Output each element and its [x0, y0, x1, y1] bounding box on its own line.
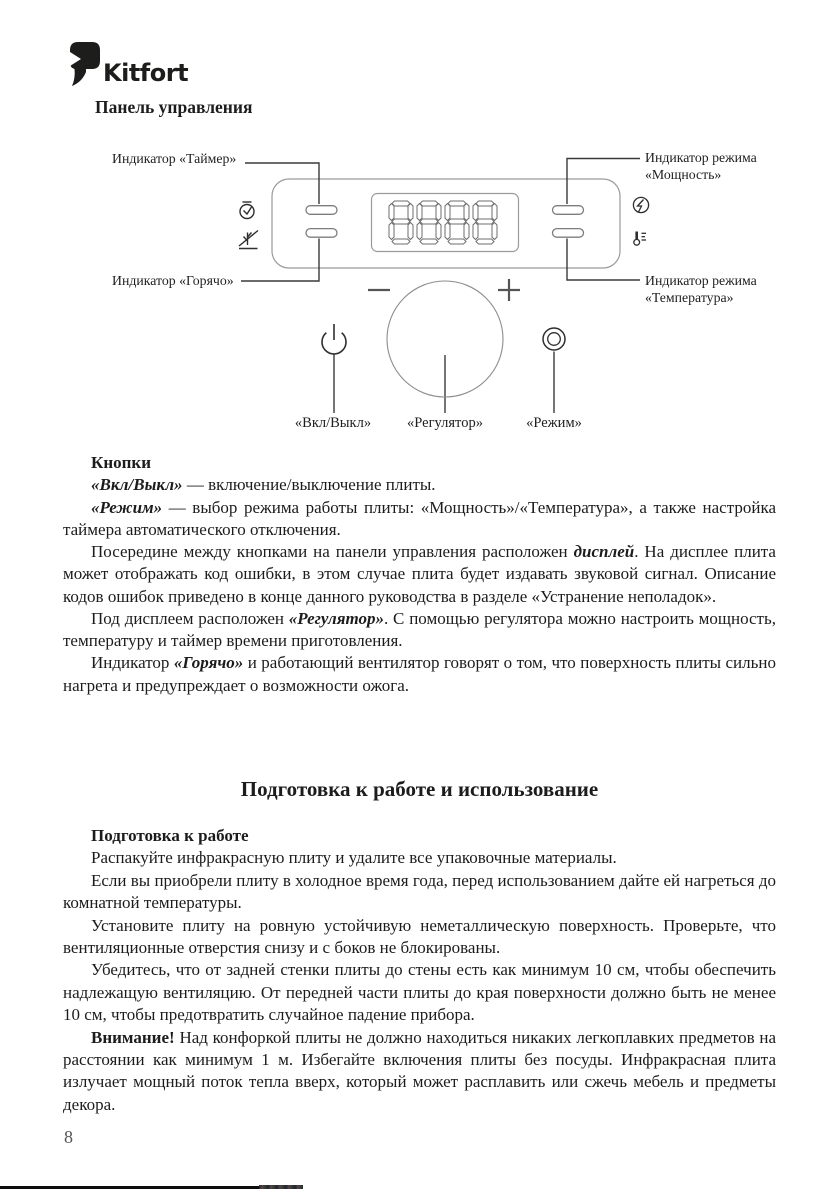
leader-lines	[241, 159, 640, 414]
temp-mode-leader-line	[567, 239, 640, 281]
usage-section-title: Подготовка к работе и использование	[240, 777, 599, 801]
timer-leader-line	[245, 163, 319, 204]
temp-mode-indicator-light	[553, 229, 584, 238]
paragraph-cold-season: Если вы приобрели плиту в холодное время года, перед использованием дайте ей нагреться до комнатной температуры.	[63, 870, 776, 913]
mode-button-icon	[543, 328, 565, 350]
kitfort-logo-icon	[68, 40, 102, 86]
paragraph-unpack: Распакуйте инфракрасную плиту и удалите все упаковочные материалы.	[91, 848, 617, 868]
on-off-button-label: «Вкл/Выкл»	[294, 415, 372, 431]
panel-section-title: Панель управления	[95, 97, 253, 117]
hot-indicator-label: Индикатор «Горячо»	[112, 273, 234, 288]
temp-mode-indicator-label: Индикатор режима «Температура»	[645, 273, 757, 305]
paragraph-surface: Установите плиту на ровную устойчивую неметаллическую поверхность. Проверьте, что вентиляционные отверстия снизу и с боков не блокированы.	[63, 915, 776, 958]
paragraph-regulator: Под дисплеем расположен «Регулятор». С помощью регулятора можно настроить мощность, температуру и таймер времени приготовления.	[63, 608, 776, 651]
hot-indicator-light	[306, 229, 337, 238]
power-mode-icon	[633, 197, 648, 212]
paragraph-on-off: «Вкл/Выкл» — включение/выключение плиты.	[91, 475, 436, 495]
regulator-label: «Регулятор»	[407, 415, 483, 431]
scan-artifact-noise	[259, 1185, 303, 1189]
power-mode-indicator-light	[553, 206, 584, 215]
kitfort-logo	[68, 38, 308, 86]
kitfort-logo-text: Kitfort	[103, 59, 189, 87]
on-off-button-icon	[322, 324, 346, 354]
power-mode-leader-line	[567, 159, 640, 205]
paragraph-display: Посередине между кнопками на панели управления расположен дисплей. На дисплее плита может отображать код ошибки, в этом случае плита будет издавать звуковой сигнал. Описание кодов ошибок приведено в конце данного руководства в разделе «Устранение неполадок».	[63, 542, 776, 606]
paragraph-hot-indicator: Индикатор «Горячо» и работающий вентилятор говорят о том, что поверхность плиты сильно нагрета и предупреждает о возможности ожога.	[63, 653, 776, 695]
power-mode-indicator-label: Индикатор режима «Мощность»	[645, 150, 757, 182]
timer-indicator-light	[306, 206, 337, 215]
paragraph-warning: Внимание! Над конфоркой плиты не должно находиться никаких легкоплавких предметов на расстоянии как минимум 1 м. Избегайте включения плиты без посуды. Инфракрасная плита излучает мощный поток тепла вверх, который может расплавить или сжечь мебель и предметы декора.	[63, 1027, 776, 1114]
temperature-icon	[634, 232, 646, 246]
usage-section	[63, 825, 776, 1116]
usage-subheading: Подготовка к работе	[91, 826, 249, 845]
paragraph-mode: «Режим» — выбор режима работы плиты: «Мощность»/«Температура», а также настройка таймера автоматического отключения.	[63, 497, 776, 539]
hot-leader-line	[241, 239, 319, 282]
buttons-section	[63, 452, 776, 697]
plus-sign	[498, 279, 520, 301]
page-number: 8	[64, 1127, 73, 1147]
timer-indicator-label: Индикатор «Таймер»	[112, 151, 237, 166]
mode-button-label: «Режим»	[526, 415, 582, 431]
buttons-heading: Кнопки	[91, 453, 152, 472]
scan-artifact-line	[0, 1186, 259, 1189]
control-panel-diagram	[0, 140, 839, 440]
timer-icon	[240, 202, 254, 219]
hot-surface-icon	[239, 231, 258, 249]
paragraph-clearance: Убедитесь, что от задней стенки плиты до стены есть как минимум 10 см, чтобы обеспечить надлежащую вентиляцию. От передней части плиты до края поверхности должно быть не менее 10 см, чтобы предотвратить случайное падение прибора.	[63, 960, 776, 1025]
display-digits	[389, 201, 497, 244]
